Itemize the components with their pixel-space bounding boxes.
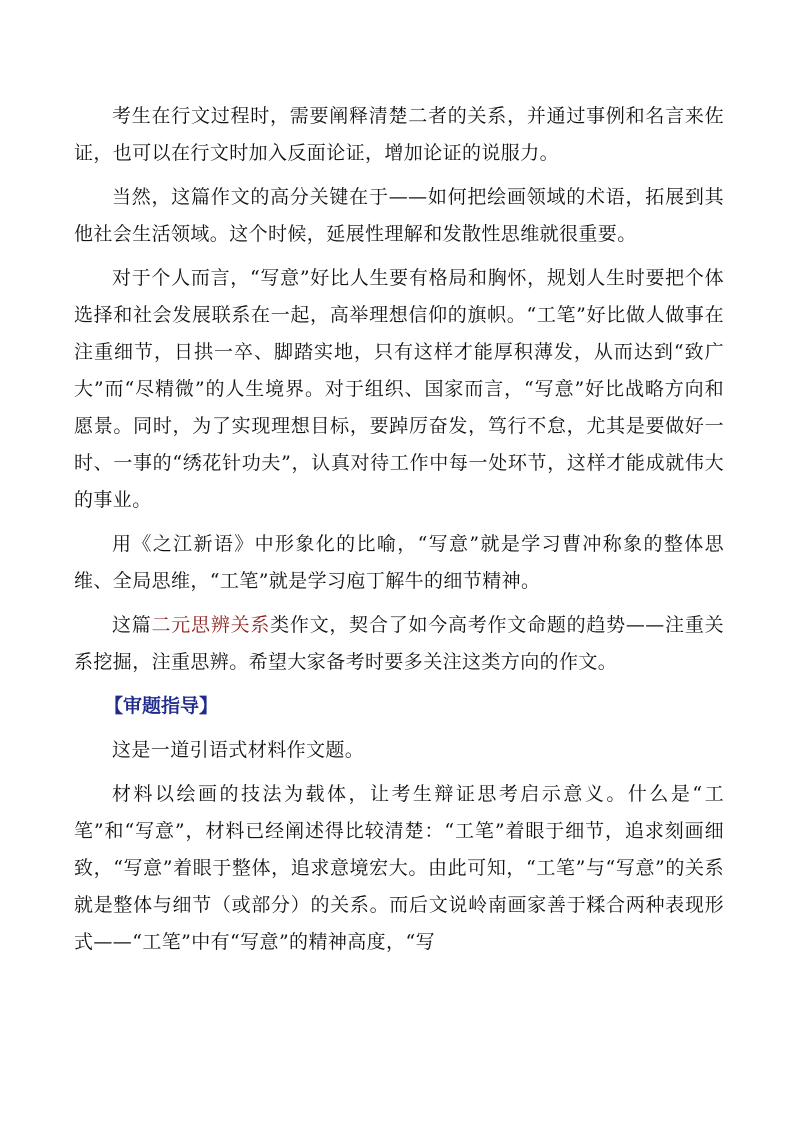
paragraph-5 [74,607,724,681]
paragraph-1: 考生在行文过程时，需要阐释清楚二者的关系，并通过事例和名言来佐证，也可以在行文时加入反面论证，增加论证的说服力。 [74,105,724,164]
paragraph-4: 用《之江新语》中形象化的比喻，“写意”就是学习曹冲称象的整体思维、全局思维，“工笔”就是学习庖丁解牛的细节精神。 [74,533,724,592]
highlight-term: 二元思辨关系 [151,614,271,636]
paragraph-5-before: 这篇 [112,614,152,636]
guide-paragraph-2: 材料以绘画的技法为载体，让考生辩证思考启示意义。什么是“工笔”和“写意”，材料已经阐述得比较清楚：“工笔”着眼于细节，追求刻画细致，“写意”着眼于整体，追求意境宏大。由此可知，“工笔”与“写意”的关系就是整体与细节（或部分）的关系。而后文说岭南画家善于糅合两种表现形式——“工笔”中有“写意”的精神高度，“写 [74,783,724,953]
paragraph-3: 对于个人而言，“写意”好比人生要有格局和胸怀，规划人生时要把个体选择和社会发展联系在一起，高举理想信仰的旗帜。“工笔”好比做人做事在注重细节，日拱一卒、脚踏实地，只有这样才能厚积薄发，从而达到“致广大”而“尽精微”的人生境界。对于组织、国家而言，“写意”好比战略方向和愿景。同时，为了实现理想目标，要踔厉奋发，笃行不怠，尤其是要做好一时、一事的“绣花针功夫”，认真对待工作中每一处环节，这样才能成就伟大的事业。 [74,267,724,511]
paragraph-2: 当然，这篇作文的高分关键在于——如何把绘画领域的术语，拓展到其他社会生活领域。这个时候，延展性理解和发散性思维就很重要。 [74,186,724,245]
paragraph-5-after: 类作文，契合了如今高考作文命题的趋势——注重关系挖掘，注重思辨。希望大家备考时要多关注这类方向的作文。 [74,614,724,673]
section-heading: 【审题指导】 [104,695,219,717]
document-body [74,98,724,961]
guide-paragraph-1: 这是一道引语式材料作文题。 [112,739,365,761]
